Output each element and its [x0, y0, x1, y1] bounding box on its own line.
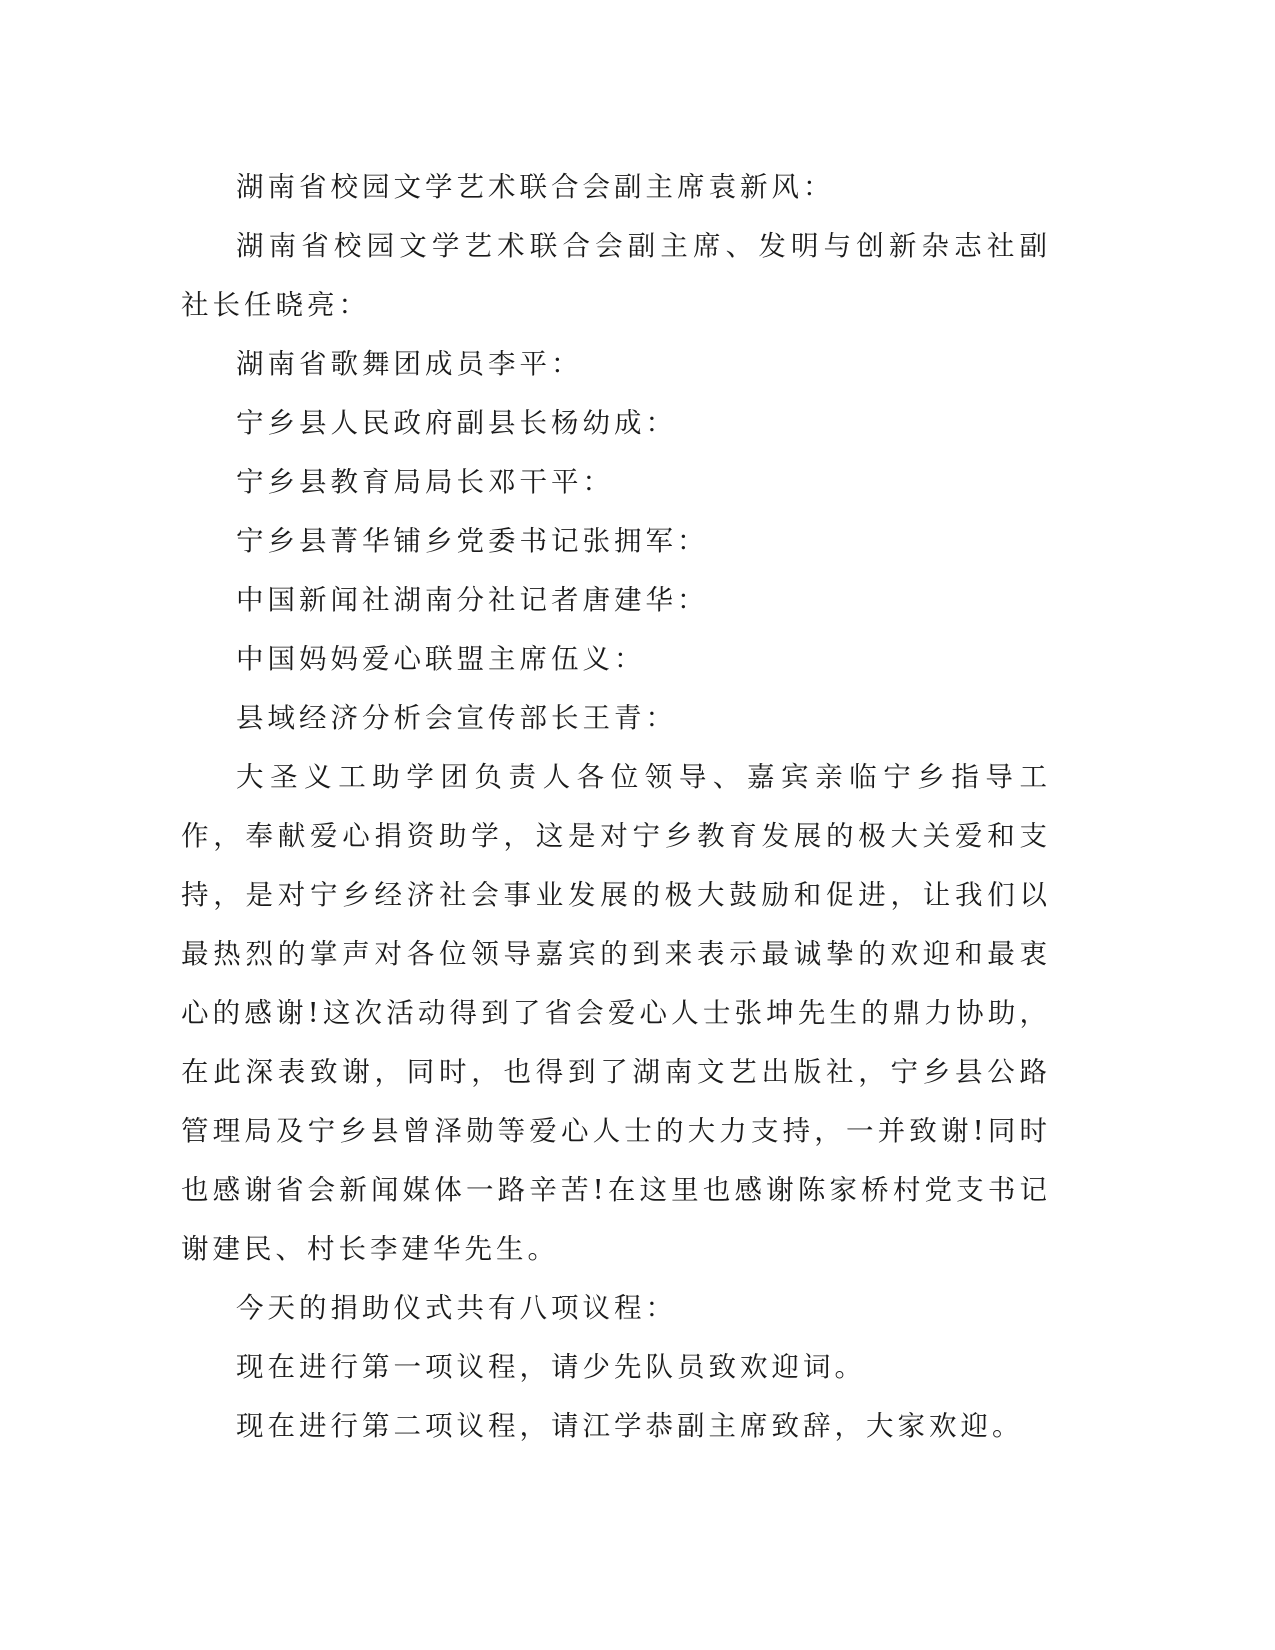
paragraph-guest-7: 中国新闻社湖南分社记者唐建华：: [236, 584, 709, 616]
paragraph-agenda-intro: 今天的捐助仪式共有八项议程：: [236, 1292, 677, 1324]
paragraph-guest-4: 宁乡县人民政府副县长杨幼成：: [236, 407, 677, 439]
paragraph-guest-2: 湖南省校园文学艺术联合会副主席、发明与创新杂志社副社长任晓亮：: [181, 230, 1051, 321]
paragraph-guest-1: 湖南省校园文学艺术联合会副主席袁新风：: [236, 171, 835, 203]
paragraph-agenda-item-1: 现在进行第一项议程，请少先队员致欢迎词。: [236, 1351, 866, 1383]
paragraph-agenda-item-2: 现在进行第二项议程，请江学恭副主席致辞，大家欢迎。: [236, 1410, 1024, 1442]
paragraph-guest-9: 县域经济分析会宣传部长王青：: [236, 702, 677, 734]
paragraph-thanks: 大圣义工助学团负责人各位领导、嘉宾亲临宁乡指导工作，奉献爱心捐资助学，这是对宁乡教育发展的极大关爱和支持，是对宁乡经济社会事业发展的极大鼓励和促进，让我们以最热烈的掌声对各位领导嘉宾的到来表示最诚挚的欢迎和最衷心的感谢!这次活动得到了省会爱心人士张坤先生的鼎力协助，在此深表致谢，同时，也得到了湖南文艺出版社，宁乡县公路管理局及宁乡县曾泽勋等爱心人士的大力支持，一并致谢!同时也感谢省会新闻媒体一路辛苦!在这里也感谢陈家桥村党支书记谢建民、村长李建华先生。: [181, 761, 1051, 1265]
paragraph-guest-8: 中国妈妈爱心联盟主席伍义：: [236, 643, 646, 675]
paragraph-guest-3: 湖南省歌舞团成员李平：: [236, 348, 583, 380]
paragraph-guest-5: 宁乡县教育局局长邓干平：: [236, 466, 614, 498]
document-body: [181, 158, 1051, 1456]
paragraph-guest-6: 宁乡县菁华铺乡党委书记张拥军：: [236, 525, 709, 557]
